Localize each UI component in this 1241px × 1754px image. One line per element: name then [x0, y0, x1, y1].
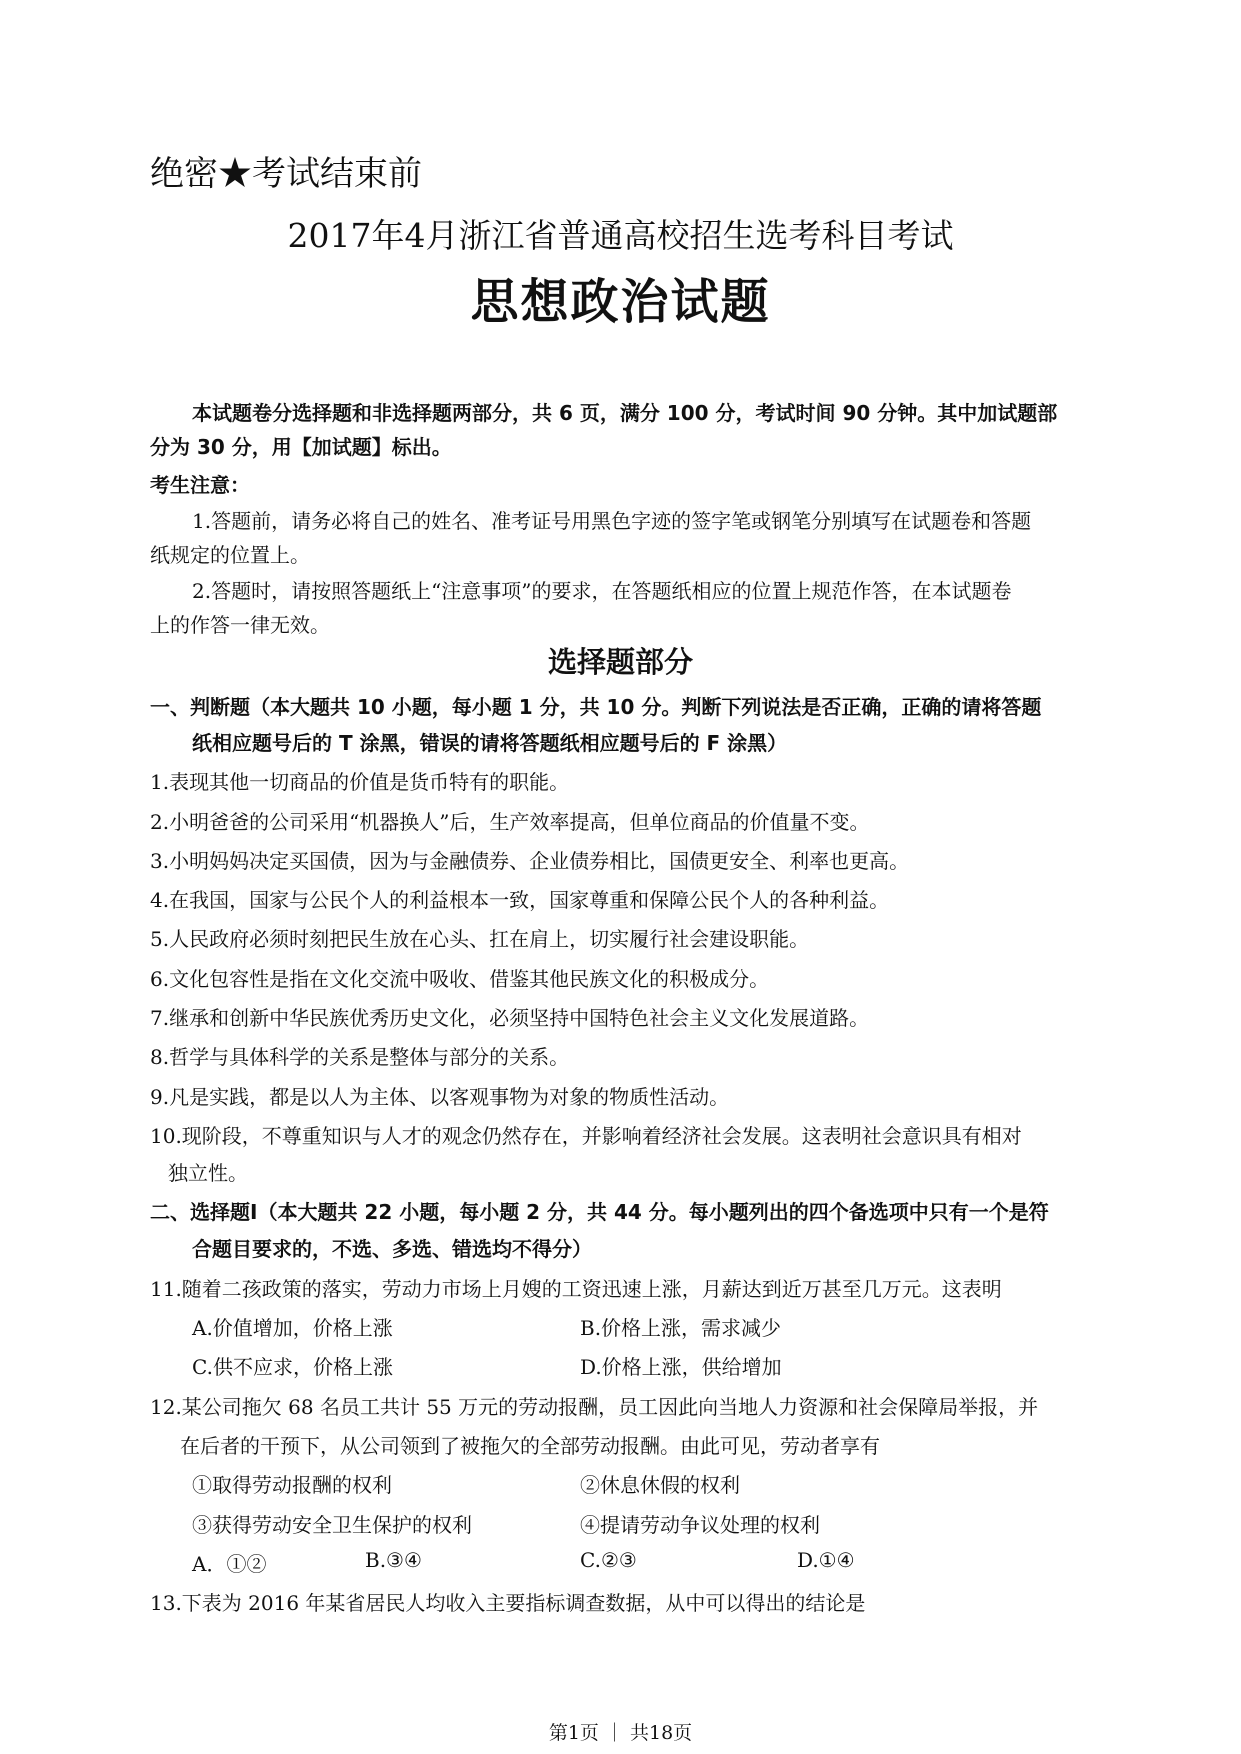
option-a: A．①②: [192, 1552, 267, 1576]
part2-header: 二、选择题Ⅰ（本大题共 22 小题，每小题 2 分，共 44 分。每小题列出的四个备选项中只有一个是符: [150, 1200, 1049, 1224]
question-9: 9.凡是实践，都是以人为主体、以客观事物为对象的物质性活动。: [150, 1085, 730, 1109]
question-13: 13.下表为 2016 年某省居民人均收入主要指标调查数据，从中可以得出的结论是: [150, 1591, 866, 1615]
question-7: 7.继承和创新中华民族优秀历史文化，必须坚持中国特色社会主义文化发展道路。: [150, 1006, 870, 1030]
question-4: 4.在我国，国家与公民个人的利益根本一致，国家尊重和保障公民个人的各种利益。: [150, 888, 890, 912]
statement-1: ①取得劳动报酬的权利: [192, 1473, 392, 1497]
page-footer: 第1页 ｜ 共18页: [548, 1722, 693, 1744]
question-12: 在后者的干预下，从公司领到了被拖欠的全部劳动报酬。由此可见，劳动者享有: [180, 1434, 880, 1458]
question-6: 6.文化包容性是指在文化交流中吸收、借鉴其他民族文化的积极成分。: [150, 967, 770, 991]
part1-header: 纸相应题号后的 T 涂黑，错误的请将答题纸相应题号后的 F 涂黑）: [192, 731, 788, 755]
question-3: 3.小明妈妈决定买国债，因为与金融债券、企业债券相比，国债更安全、利率也更高。: [150, 849, 910, 873]
notice-label: 考生注意：: [150, 473, 250, 497]
question-5: 5.人民政府必须时刻把民生放在心头、扛在肩上，切实履行社会建设职能。: [150, 927, 810, 951]
option-b: B.价格上涨，需求减少: [580, 1316, 782, 1340]
question-11: 11.随着二孩政策的落实，劳动力市场上月嫂的工资迅速上涨，月薪达到近万甚至几万元。这表明: [150, 1277, 1002, 1301]
question-10: 10.现阶段，不尊重知识与人才的观念仍然存在，并影响着经济社会发展。这表明社会意识具有相对: [150, 1124, 1022, 1148]
section-title: 选择题部分: [547, 645, 693, 679]
notice-item: 1.答题前，请务必将自己的姓名、准考证号用黑色字迹的签字笔或钢笔分别填写在试题卷和答题: [192, 509, 1032, 533]
question-8: 8.哲学与具体科学的关系是整体与部分的关系。: [150, 1045, 570, 1069]
intro-line: 本试题卷分选择题和非选择题两部分，共 6 页，满分 100 分，考试时间 90 分钟。其中加试题部: [192, 401, 1058, 425]
subject-title: 思想政治试题: [470, 274, 771, 330]
part1-header: 一、判断题（本大题共 10 小题，每小题 1 分，共 10 分。判断下列说法是否正确，正确的请将答题: [150, 695, 1042, 719]
question-1: 1.表现其他一切商品的价值是货币特有的职能。: [150, 770, 570, 794]
option-d: D.①④: [797, 1548, 855, 1572]
option-a: A.价值增加，价格上涨: [192, 1316, 393, 1340]
confidential-mark: 绝密★考试结束前: [150, 154, 422, 194]
part2-header: 合题目要求的，不选、多选、错选均不得分）: [192, 1237, 592, 1261]
option-d: D.价格上涨，供给增加: [580, 1355, 782, 1379]
statement-4: ④提请劳动争议处理的权利: [580, 1513, 820, 1537]
notice-item: 纸规定的位置上。: [150, 543, 310, 567]
question-10: 独立性。: [168, 1161, 248, 1185]
notice-item: 上的作答一律无效。: [150, 613, 330, 637]
notice-item: 2.答题时，请按照答题纸上“注意事项”的要求，在答题纸相应的位置上规范作答，在本试题卷: [192, 579, 1012, 603]
option-b: B.③④: [365, 1548, 422, 1572]
option-c: C.供不应求，价格上涨: [192, 1355, 393, 1379]
statement-2: ②休息休假的权利: [580, 1473, 740, 1497]
option-c: C.②③: [580, 1548, 637, 1572]
question-12: 12.某公司拖欠 68 名员工共计 55 万元的劳动报酬，员工因此向当地人力资源和社会保障局举报，并: [150, 1395, 1039, 1419]
question-2: 2.小明爸爸的公司采用“机器换人”后，生产效率提高，但单位商品的价值量不变。: [150, 810, 870, 834]
intro-line: 分为 30 分，用【加试题】标出。: [150, 435, 452, 459]
statement-3: ③获得劳动安全卫生保护的权利: [192, 1513, 472, 1537]
exam-title: 2017年4月浙江省普通高校招生选考科目考试: [287, 216, 954, 255]
